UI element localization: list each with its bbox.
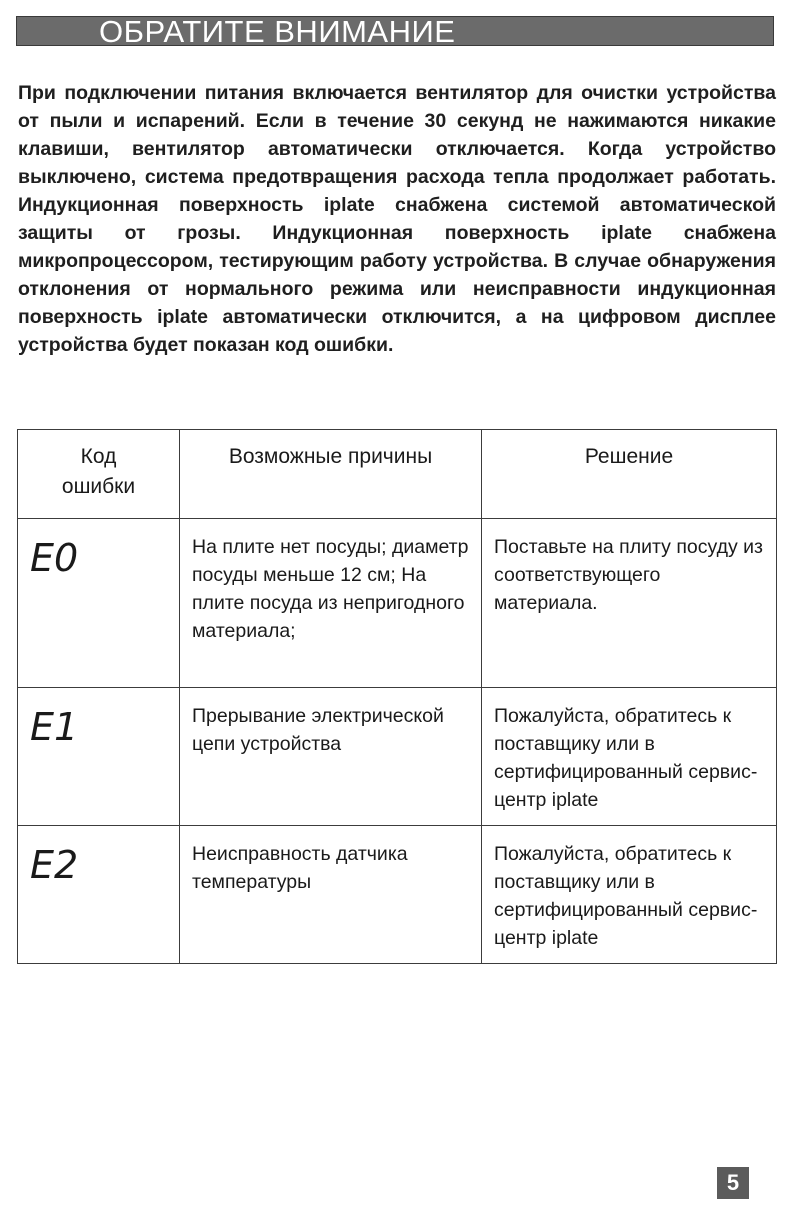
solution: Пожалуйста, обратитесь к поставщику или в сертифицированный сервис-центр iplate — [482, 688, 777, 826]
table-header-row — [18, 430, 777, 519]
header-error-code: Код ошибки — [18, 430, 180, 519]
header-solution: Решение — [482, 430, 777, 519]
section-header-bar — [16, 14, 774, 49]
possible-causes: Прерывание электрической цепи устройства — [180, 688, 482, 826]
possible-causes: Неисправность датчика температуры — [180, 826, 482, 964]
section-title: ОБРАТИТЕ ВНИМАНИЕ — [99, 14, 456, 49]
intro-paragraph: При подключении питания включается вентилятор для очистки устройства от пыли и испарений. Если в течение 30 секунд не нажимаются никакие клавиши, вентилятор автоматически отключается. Когда устройство выключено, система предотвращения расхода тепла продолжает работать. Индукционная поверхность iplate снабжена системой автоматической защиты от грозы. Индукционная поверхность iplate снабжена микропроцессором, тестирующим работу устройства. В случае обнаружения отклонения от нормального режима или неисправности индукционная поверхность iplate автоматически отключится, а на цифровом дисплее устройства будет показан код ошибки. — [18, 82, 776, 356]
header-possible-causes: Возможные причины — [180, 430, 482, 519]
table-row — [18, 826, 777, 964]
error-codes-table — [17, 429, 777, 964]
error-code: E2 — [18, 826, 180, 964]
error-code: E0 — [18, 519, 180, 688]
table-row — [18, 519, 777, 688]
solution: Поставьте на плиту посуду из соответствующего материала. — [482, 519, 777, 688]
page-number: 5 — [717, 1167, 749, 1199]
solution: Пожалуйста, обратитесь к поставщику или в сертифицированный сервис-центр iplate — [482, 826, 777, 964]
possible-causes: На плите нет посуды; диаметр посуды меньше 12 см; На плите посуда из непригодного материала; — [180, 519, 482, 688]
table-row — [18, 688, 777, 826]
error-code: E1 — [18, 688, 180, 826]
